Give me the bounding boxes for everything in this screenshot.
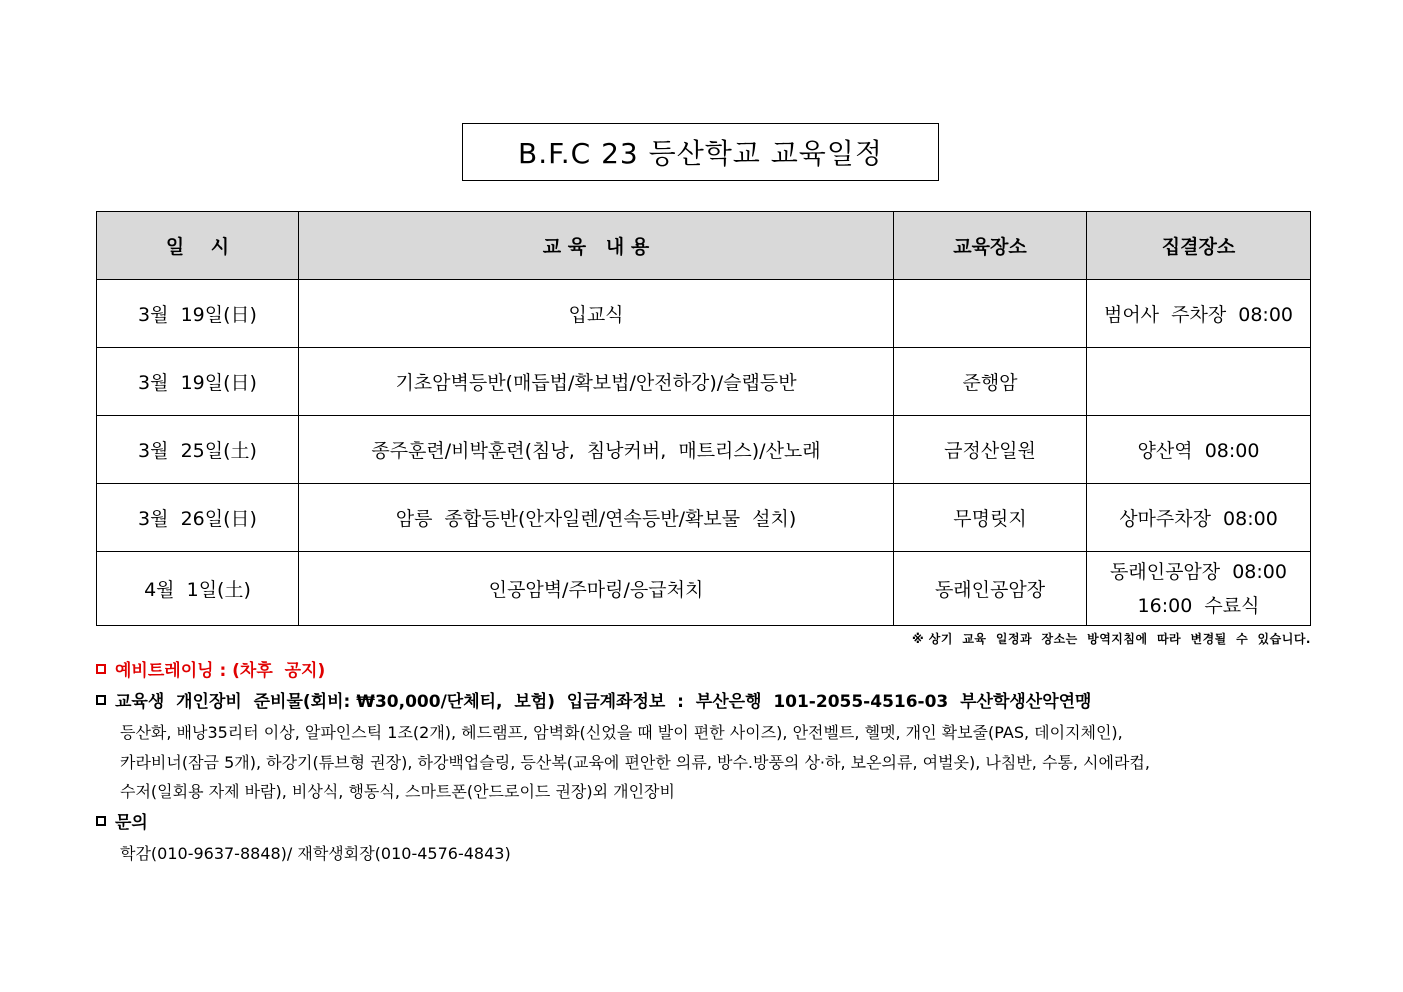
cell-place: 준행암 <box>894 348 1087 416</box>
cell-meeting-place: 상마주차장 08:00 <box>1087 484 1311 552</box>
graduation-line: 16:00 수료식 <box>1137 594 1260 617</box>
cell-content: 기초암벽등반(매듭법/확보법/안전하강)/슬랩등반 <box>299 348 894 416</box>
table-header-row <box>97 212 1311 280</box>
inquiry-contacts: 학감(010-9637-8848)/ 재학생회장(010-4576-4843) <box>120 844 511 863</box>
table-row <box>97 280 1311 348</box>
cell-place <box>894 280 1087 348</box>
meeting-place-line: 동래인공암장 08:00 <box>1110 560 1287 583</box>
equipment-line: 등산화, 배낭35리터 이상, 알파인스틱 1조(2개), 헤드램프, 암벽화(신었을 때 발이 편한 사이즈), 안전벨트, 헬멧, 개인 확보줄(PAS, 데이지체인), <box>120 723 1123 742</box>
cell-content: 인공암벽/주마링/응급처치 <box>299 552 894 626</box>
cell-meeting-place: 범어사 주차장 08:00 <box>1087 280 1311 348</box>
cell-place: 동래인공암장 <box>894 552 1087 626</box>
cell-meeting-place: 양산역 08:00 <box>1087 416 1311 484</box>
cell-date: 3월 19일(日) <box>97 348 299 416</box>
checkbox-bullet-icon <box>96 664 106 674</box>
schedule-change-note: ※ 상기 교육 일정과 장소는 방역지침에 따라 변경될 수 있습니다. <box>911 632 1311 646</box>
table-row <box>97 348 1311 416</box>
table-row <box>97 552 1311 626</box>
equipment-heading: 교육생 개인장비 준비물(회비: ₩30,000/단체티, 보험) 입금계좌정보 : 부산은행 101-2055-4516-03 부산학생산악연맹 <box>115 692 1092 712</box>
schedule-table <box>96 211 1311 626</box>
pre-training-heading: 예비트레이닝 : (차후 공지) <box>115 661 326 681</box>
header-content: 교 육 내 용 <box>299 212 894 280</box>
cell-date: 4월 1일(土) <box>97 552 299 626</box>
cell-content: 입교식 <box>299 280 894 348</box>
cell-meeting-place <box>1087 552 1311 626</box>
header-place: 교육장소 <box>894 212 1087 280</box>
cell-date: 3월 26일(日) <box>97 484 299 552</box>
page-title: B.F.C 23 등산학교 교육일정 <box>462 123 939 181</box>
cell-date: 3월 25일(土) <box>97 416 299 484</box>
pre-training-section <box>96 656 325 681</box>
table-row <box>97 484 1311 552</box>
cell-place: 무명릿지 <box>894 484 1087 552</box>
equipment-line: 수저(일회용 자제 바람), 비상식, 행동식, 스마트폰(안드로이드 권장)외 개인장비 <box>120 782 675 801</box>
cell-content: 종주훈련/비박훈련(침낭, 침낭커버, 매트리스)/산노래 <box>299 416 894 484</box>
cell-place: 금정산일원 <box>894 416 1087 484</box>
cell-content: 암릉 종합등반(안자일렌/연속등반/확보물 설치) <box>299 484 894 552</box>
header-date: 일 시 <box>97 212 299 280</box>
header-meeting-place: 집결장소 <box>1087 212 1311 280</box>
checkbox-bullet-icon <box>96 695 106 705</box>
cell-date: 3월 19일(日) <box>97 280 299 348</box>
inquiry-heading: 문의 <box>115 813 148 833</box>
checkbox-bullet-icon <box>96 816 106 826</box>
inquiry-section <box>96 808 148 833</box>
equipment-section <box>96 687 1091 712</box>
equipment-line: 카라비너(잠금 5개), 하강기(튜브형 권장), 하강백업슬링, 등산복(교육에 편안한 의류, 방수.방풍의 상·하, 보온의류, 여벌옷), 나침반, 수통, 시에라컵, <box>120 753 1150 772</box>
table-row <box>97 416 1311 484</box>
cell-meeting-place <box>1087 348 1311 416</box>
